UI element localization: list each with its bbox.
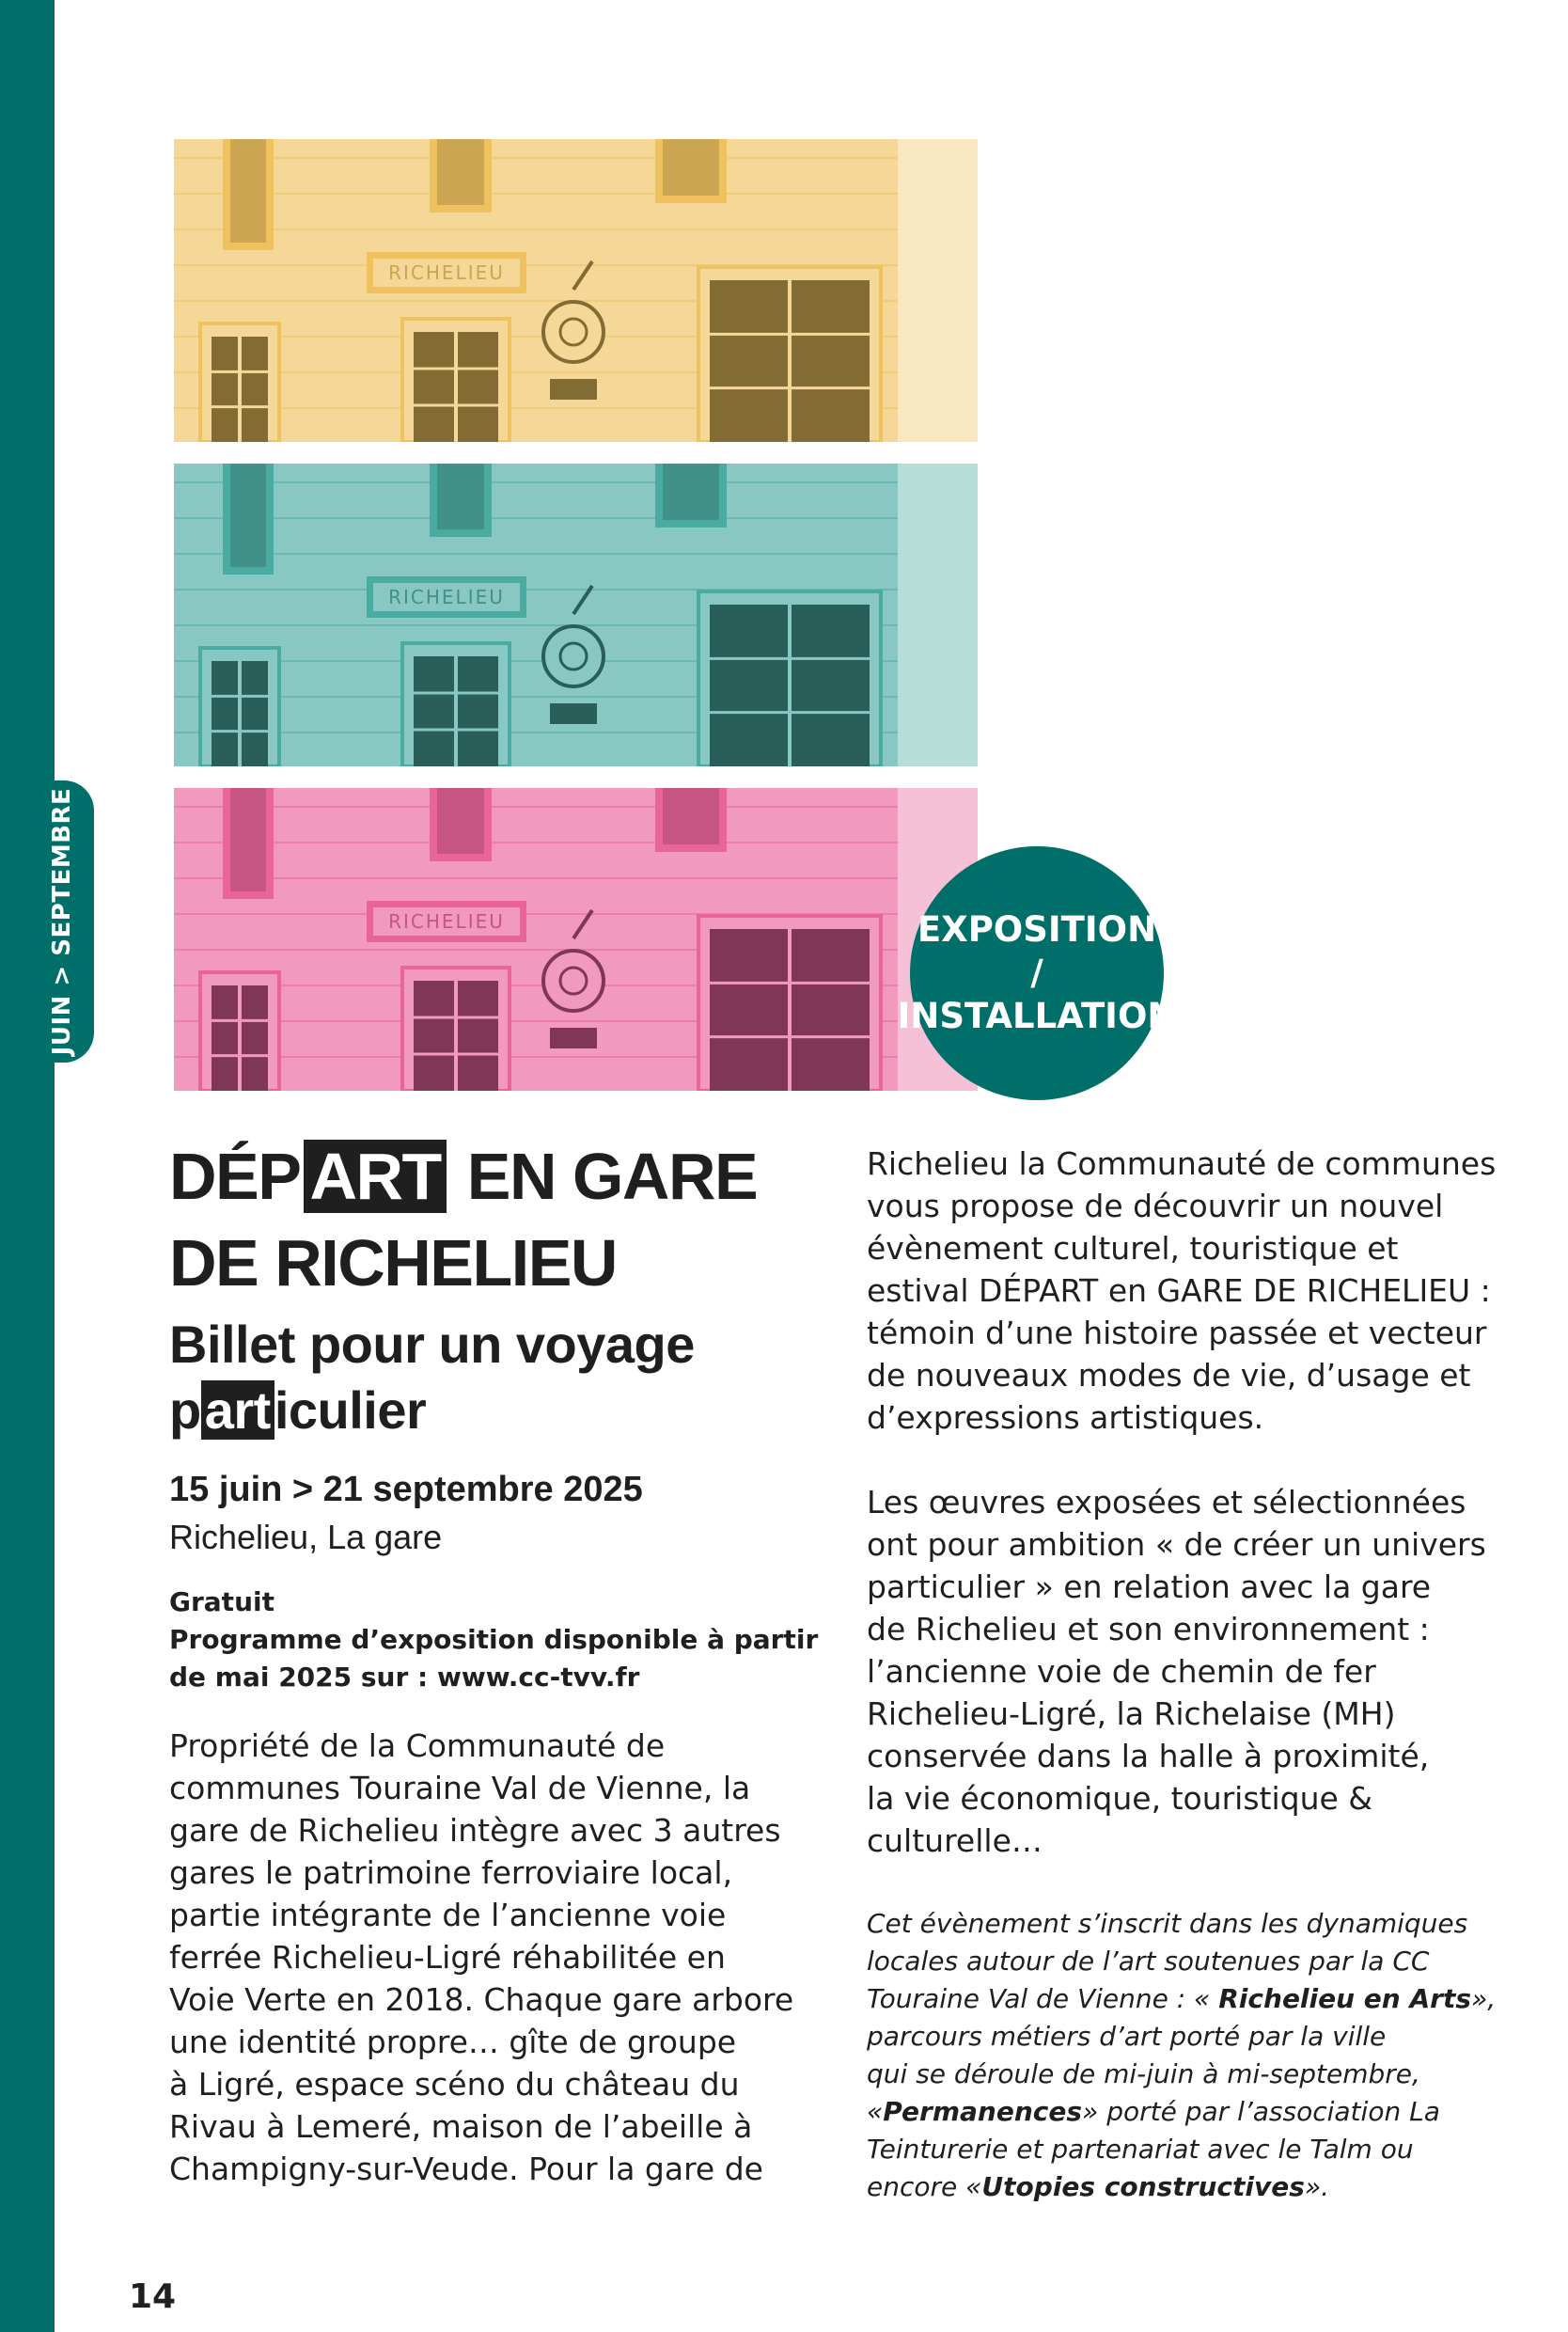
body-line: Richelieu la Communauté de communes xyxy=(867,1145,1497,1182)
body-line: particulier » en relation avec la gare xyxy=(867,1568,1432,1605)
title-highlight: ART xyxy=(304,1140,446,1213)
badge-line1: EXPOSITION / xyxy=(917,909,1157,993)
svg-text:RICHELIEU: RICHELIEU xyxy=(388,586,505,608)
body-line: gare de Richelieu intègre avec 3 autres xyxy=(169,1812,781,1849)
note-line: qui se déroule de mi-juin à mi-septembre, xyxy=(867,2058,1420,2089)
event-place: Richelieu, La gare xyxy=(169,1518,443,1556)
event-price: Gratuit xyxy=(169,1586,274,1617)
body-line: Voie Verte en 2018. Chaque gare arbore xyxy=(169,1981,794,2018)
note-line: locales autour de l’art soutenues par la CC xyxy=(867,1946,1430,1977)
body-line: une identité propre… gîte de groupe xyxy=(169,2024,737,2060)
body-line: ont pour ambition « de créer un univers xyxy=(867,1526,1486,1563)
facade-drawing xyxy=(174,139,978,442)
note-emphasis: Permanences xyxy=(883,2096,1083,2127)
body-line: évènement culturel, touristique et xyxy=(867,1230,1399,1267)
body-line: de nouveaux modes de vie, d’usage et xyxy=(867,1357,1471,1394)
body-line: culturelle… xyxy=(867,1822,1043,1859)
paragraph-gap xyxy=(867,1439,1544,1481)
facade-drawing xyxy=(174,788,978,1091)
body-line: Les œuvres exposées et sélectionnées xyxy=(867,1484,1466,1521)
note-line: Teinturerie et partenariat avec le Talm ou xyxy=(867,2134,1414,2165)
note-text: Touraine Val de Vienne : « xyxy=(867,1983,1219,2014)
body-line: vous propose de découvrir un nouvel xyxy=(867,1188,1444,1224)
body-line: d’expressions artistiques. xyxy=(867,1399,1264,1436)
note-text: « xyxy=(867,2096,884,2127)
event-subtitle xyxy=(169,1312,827,1443)
note-line xyxy=(867,2093,1544,2131)
sidebar-strip xyxy=(0,0,55,2332)
subtitle-line1: Billet pour un voyage xyxy=(169,1315,695,1374)
note-emphasis: Richelieu en Arts xyxy=(1218,1983,1471,2014)
body-line: témoin d’une histoire passée et vecteur xyxy=(867,1315,1487,1351)
photo-band-yellow xyxy=(174,139,978,442)
body-line: la vie économique, touristique & xyxy=(867,1780,1373,1817)
body-line: Rivau à Lemeré, maison de l’abeille à xyxy=(169,2108,753,2145)
title-part2: EN GARE xyxy=(466,1140,758,1213)
note-text: encore « xyxy=(867,2171,982,2202)
program-line2: de mai 2025 sur : www.cc-tvv.fr xyxy=(169,1662,640,1693)
body-line: gares le patrimoine ferroviaire local, xyxy=(169,1854,733,1891)
body-line: de Richelieu et son environnement : xyxy=(867,1611,1430,1647)
body-text-left xyxy=(169,1725,837,2190)
body-line: estival DÉPART en GARE DE RICHELIEU : xyxy=(867,1272,1491,1309)
facade-drawing xyxy=(174,464,978,766)
note-line xyxy=(867,1980,1544,2018)
note-text: ». xyxy=(1304,2171,1330,2202)
subtitle-part2: iculier xyxy=(274,1380,427,1440)
body-line: partie intégrante de l’ancienne voie xyxy=(169,1897,727,1933)
subtitle-part1: p xyxy=(169,1380,201,1440)
body-text-right xyxy=(867,1142,1544,1862)
body-line: conservée dans la halle à proximité, xyxy=(867,1738,1430,1774)
section-label: JUIN > SEPTEMBRE xyxy=(48,787,76,1056)
note-emphasis: Utopies constructives xyxy=(981,2171,1305,2202)
body-line: communes Touraine Val de Vienne, la xyxy=(169,1770,751,1806)
page-number: 14 xyxy=(129,2277,177,2316)
body-line: Richelieu-Ligré, la Richelaise (MH) xyxy=(867,1695,1396,1732)
body-line: Propriété de la Communauté de xyxy=(169,1727,666,1764)
station-facade-photo xyxy=(174,139,978,1087)
program-line1: Programme d’exposition disponible à partir xyxy=(169,1624,819,1655)
event-title xyxy=(169,1133,827,1306)
body-line: à Ligré, espace scéno du château du xyxy=(169,2066,740,2103)
note-line: Cet évènement s’inscrit dans les dynamiques xyxy=(867,1908,1468,1939)
body-line: l’ancienne voie de chemin de fer xyxy=(867,1653,1376,1690)
title-part1: DÉP xyxy=(169,1140,301,1213)
svg-text:RICHELIEU: RICHELIEU xyxy=(388,261,505,284)
badge-line2: INSTALLATION xyxy=(897,996,1177,1036)
body-line: ferrée Richelieu-Ligré réhabilitée en xyxy=(169,1939,726,1976)
partnership-note xyxy=(867,1905,1544,2206)
event-info xyxy=(169,1584,827,1696)
photo-band-pink xyxy=(174,788,978,1091)
category-badge xyxy=(897,846,1177,1100)
svg-text:RICHELIEU: RICHELIEU xyxy=(388,910,505,933)
event-dates: 15 juin > 21 septembre 2025 xyxy=(169,1470,643,1509)
photo-band-teal xyxy=(174,464,978,766)
note-text: », xyxy=(1471,1983,1497,2014)
body-line: Champigny-sur-Veude. Pour la gare de xyxy=(169,2151,763,2187)
subtitle-highlight: art xyxy=(201,1380,274,1440)
note-line: parcours métiers d’art porté par la ville xyxy=(867,2021,1387,2052)
note-text: » porté par l’association La xyxy=(1082,2096,1440,2127)
note-line xyxy=(867,2168,1544,2206)
title-line2: DE RICHELIEU xyxy=(169,1226,617,1300)
